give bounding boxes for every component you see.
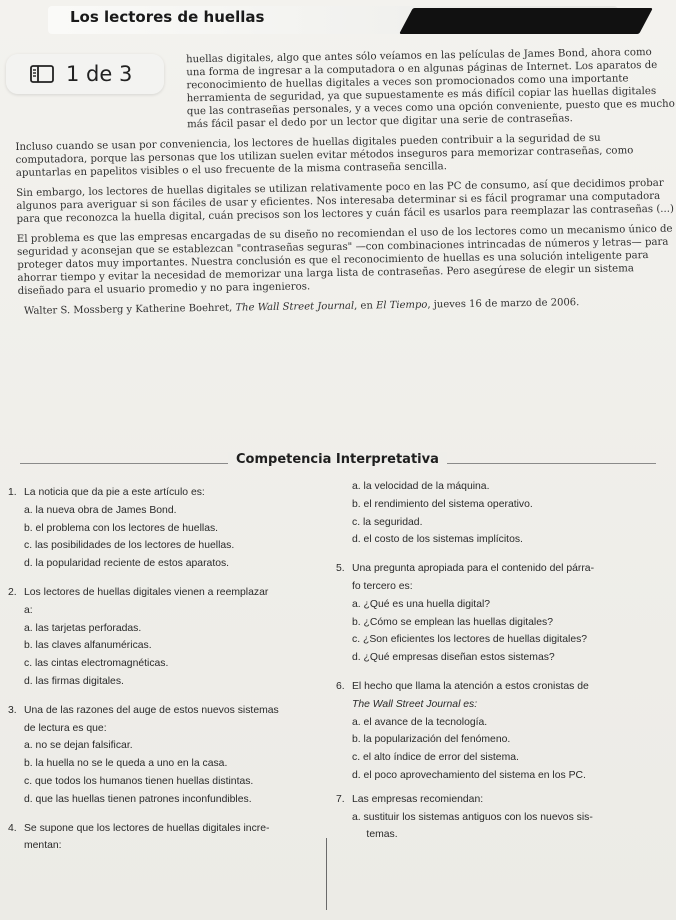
- answer-option: d. la popularidad reciente de estos aparatos.: [24, 558, 230, 570]
- answer-option: a. la nueva obra de James Bond.: [24, 504, 177, 516]
- answer-option: temas.: [352, 829, 398, 841]
- question-text: a:: [24, 604, 33, 616]
- question-text: Una pregunta apropiada para el contenido del párra-: [352, 563, 595, 575]
- answer-option: c. la seguridad.: [352, 516, 423, 528]
- question-text: Se supone que los lectores de huellas digitales incre-: [24, 822, 270, 834]
- question-text: Los lectores de huellas digitales vienen a reemplazar: [24, 586, 269, 598]
- questions-left-column: [8, 484, 338, 855]
- question-text: mentan:: [24, 840, 62, 852]
- question-number: 6.: [336, 680, 345, 692]
- answer-option: b. el rendimiento del sistema operativo.: [352, 498, 533, 510]
- question-text: El hecho que llama la atención a estos cronistas de: [352, 680, 589, 692]
- question-number: 5.: [336, 563, 345, 575]
- question-number: 2.: [8, 586, 17, 598]
- answer-option: b. la huella no se le queda a uno en la casa.: [24, 758, 228, 770]
- answer-option: d. el costo de los sistemas implícitos.: [352, 534, 523, 546]
- question-text: de lectura es que:: [24, 722, 107, 734]
- question-number: 1.: [8, 487, 17, 498]
- question-6: [336, 678, 672, 785]
- answer-option: a. no se dejan falsificar.: [24, 740, 133, 752]
- answer-option: a. sustituir los sistemas antiguos con los nuevos sis-: [352, 811, 593, 823]
- column-divider: [326, 838, 327, 910]
- question-4: [8, 820, 338, 856]
- question-text: The Wall Street Journal es:: [352, 698, 478, 710]
- answer-option: c. las posibilidades de los lectores de huellas.: [24, 540, 235, 552]
- answer-option: c. las cintas electromagnéticas.: [24, 658, 169, 670]
- question-7: [336, 791, 672, 844]
- answer-option: c. el alto índice de error del sistema.: [352, 752, 519, 764]
- question-2: [8, 584, 338, 691]
- question-number: 3.: [8, 704, 17, 716]
- answer-option: d. ¿Qué empresas diseñan estos sistemas?: [352, 652, 555, 664]
- byline-author: Walter S. Mossberg y Katherine Boehret,: [23, 302, 236, 317]
- question-text: Las empresas recomiendan:: [352, 793, 484, 805]
- question-number: 4.: [8, 822, 17, 834]
- question-4-options: [336, 478, 672, 549]
- title-decoration-stripe: [399, 8, 653, 34]
- answer-option: b. el problema con los lectores de huellas.: [24, 522, 219, 534]
- answer-option: b. la popularización del fenómeno.: [352, 734, 511, 746]
- byline-source: The Wall Street Journal: [235, 300, 355, 314]
- answer-option: c. que todos los humanos tienen huellas distintas.: [24, 775, 254, 787]
- page-indicator-label: 1 de 3: [66, 62, 133, 86]
- article-paragraph-4: El problema es que las empresas encargadas de su diseño no recomiendan el uso de los lectores como un mecanismo único de seguridad y aconsejan que se establezcan "contraseñas seguras" —con combinaciones intrincadas de números y letras— para proteger datos muy importantes. Nuestra conclusión es que el reconocimiento de huellas es una solución inteligente para ahorrar tiempo y evitar la necesidad de memorizar una larga lista de contraseñas. Pero asegúrese de elegir un sistema diseñado para el usuario promedio y no para ingenieros.: [16, 223, 673, 297]
- section-title: Competencia Interpretativa: [228, 452, 447, 467]
- answer-option: a. ¿Qué es una huella digital?: [352, 598, 491, 610]
- question-number: 7.: [336, 793, 345, 805]
- byline-paper: El Tiempo: [375, 299, 428, 312]
- answer-option: b. ¿Cómo se emplean las huellas digitales?: [352, 616, 553, 628]
- answer-option: d. el poco aprovechamiento del sistema en los PC.: [352, 769, 586, 781]
- answer-option: b. las claves alfanuméricas.: [24, 640, 152, 652]
- question-3: [8, 702, 338, 809]
- article-paragraph-1: huellas digitales, algo que antes sólo veíamos en las películas de James Bond, ahora como una forma de ingresar a la computadora o en algunas páginas de Internet. Los aparatos de reconocimiento de huellas digitales a veces son promocionados como una importante herramienta de seguridad, ya que supuestamente es más difícil copiar las huellas digitales que las contraseñas personales, y a veces como una opción conveniente, puesto que es mucho más fácil pasar el dedo por un lector que digitar una serie de contraseñas.: [185, 46, 675, 131]
- article-byline: [18, 295, 676, 318]
- answer-option: c. ¿Son eficientes los lectores de huellas digitales?: [352, 634, 588, 646]
- answer-option: a. el avance de la tecnología.: [352, 716, 488, 728]
- question-text: fo tercero es:: [352, 580, 413, 592]
- question-text: La noticia que da pie a este artículo es:: [24, 487, 205, 498]
- byline-middle: , en: [354, 300, 377, 312]
- answer-option: d. que las huellas tienen patrones inconfundibles.: [24, 793, 252, 805]
- question-text: Una de las razones del auge de estos nuevos sistemas: [24, 704, 279, 716]
- question-1: [8, 484, 338, 573]
- article-paragraph-3: Sin embargo, los lectores de huellas digitales se utilizan relativamente poco en las PC de consumo, así que decidimos probar algunos para averiguar si son fáciles de usar y eficientes. Nos interesaba determinar si es fácil programar una computadora para que reconozca la huella digital, cuán precisos son los lectores y cuán fácil es usarlos para reemplazar las contraseñas (...): [16, 177, 675, 225]
- answer-option: d. las firmas digitales.: [24, 675, 124, 687]
- questions-right-column: [336, 478, 672, 844]
- answer-option: a. la velocidad de la máquina.: [352, 481, 490, 492]
- byline-date: , jueves 16 de marzo de 2006.: [427, 297, 580, 311]
- page-icon: [30, 65, 54, 83]
- page-title: Los lectores de huellas: [70, 8, 265, 26]
- answer-option: a. las tarjetas perforadas.: [24, 622, 142, 634]
- page-indicator-button[interactable]: [6, 54, 164, 94]
- question-5: [336, 560, 672, 667]
- article-paragraph-2: Incluso cuando se usan por conveniencia, los lectores de huellas digitales pueden contribuir a la seguridad de su computadora, porque las personas que los utilizan suelen evitar métodos inseguros para memorizar contraseñas, como apuntarlas en papelitos visibles o el uso frecuente de la misma contraseña sencilla.: [15, 132, 634, 179]
